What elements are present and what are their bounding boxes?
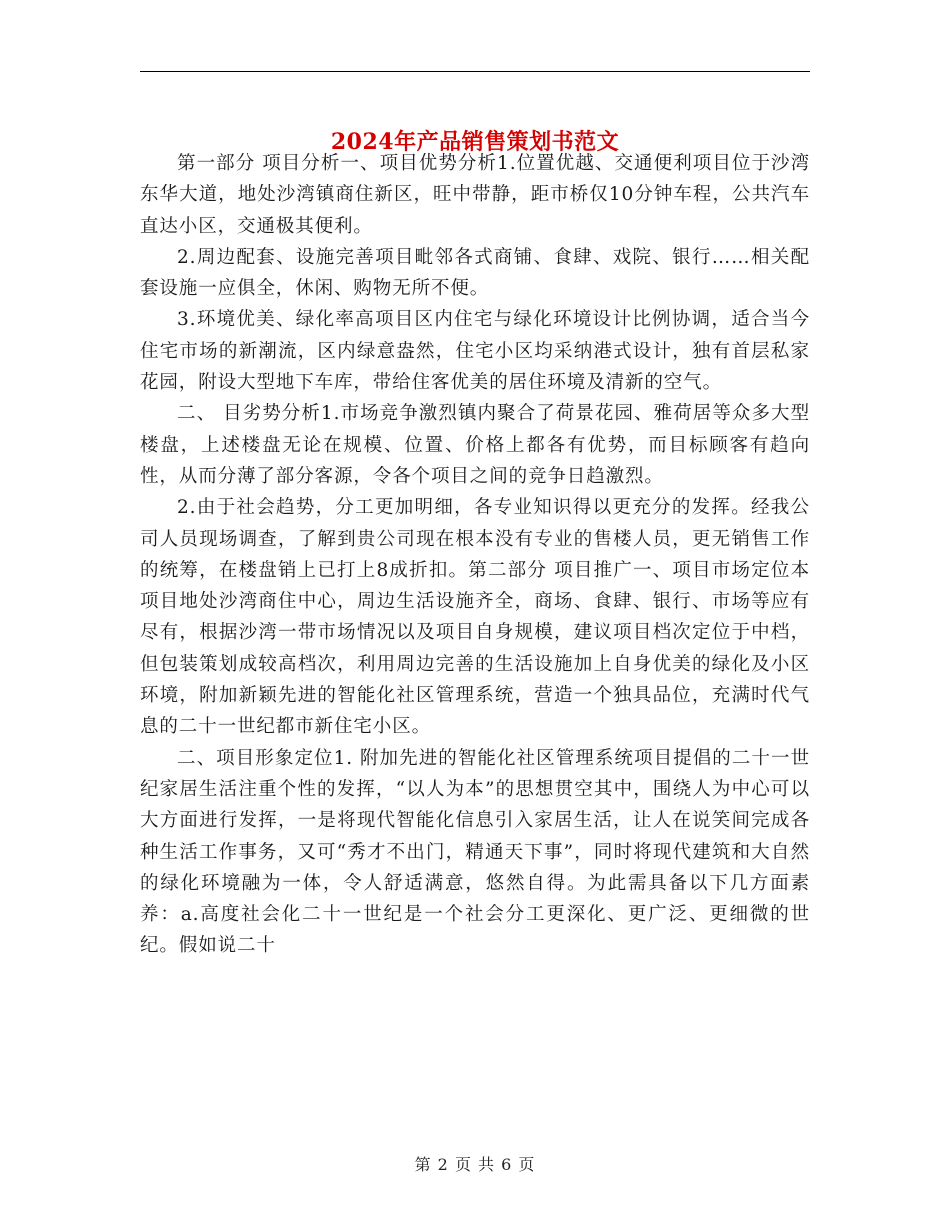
document-body	[140, 148, 810, 962]
body-paragraph-5: 2.由于社会趋势，分工更加明细，各专业知识得以更充分的发挥。经我公司人员现场调查，了解到贵公司现在根本没有专业的售楼人员，更无销售工作的统筹，在楼盘销上已打上8成折扣。第二部分 项目推广一、项目市场定位本项目地处沙湾商住中心，周边生活设施齐全，商场、食肆、银行、市场等应有尽有，根据沙湾一带市场情况以及项目自身规模，建议项目档次定位于中档，但包装策划成较高档次，利用周边完善的生活设施加上自身优美的绿化及小区环境，附加新颖先进的智能化社区管理系统，营造一个独具品位，充满时代气息的二十一世纪都市新住宅小区。	[140, 497, 810, 738]
body-paragraph-3: 3.环境优美、绿化率高项目区内住宅与绿化环境设计比例协调，适合当今住宅市场的新潮流，区内绿意盎然，住宅小区均采纳港式设计，独有首层私家花园，附设大型地下车库，带给住客优美的居住环境及清新的空气。	[140, 309, 810, 394]
body-paragraph-2: 2.周边配套、设施完善项目毗邻各式商铺、食肆、戏院、银行……相关配套设施一应俱全，休闲、购物无所不便。	[140, 246, 810, 300]
body-paragraph-1: 第一部分 项目分析一、项目优势分析1.位置优越、交通便利项目位于沙湾东华大道，地处沙湾镇商住新区，旺中带静，距市桥仅10分钟车程，公共汽车直达小区，交通极其便利。	[140, 153, 810, 237]
body-paragraph-6: 二、项目形象定位1. 附加先进的智能化社区管理系统项目提倡的二十一世纪家居生活注重个性的发挥，“以人为本”的思想贯空其中，围绕人为中心可以大方面进行发挥，一是将现代智能化信息引入家居生活，让人在说笑间完成各种生活工作事务，又可“秀才不出门，精通天下事”，同时将现代建筑和大自然的绿化环境融为一体，令人舒适满意，悠然自得。为此需具备以下几方面素养：a.高度社会化二十一世纪是一个社会分工更深化、更广泛、更细微的世纪。假如说二十	[140, 747, 810, 957]
document-title: 2024年产品销售策划书范文	[330, 128, 620, 155]
header-rule	[140, 71, 810, 72]
body-paragraph-4: 二、 目劣势分析1.市场竞争激烈镇内聚合了荷景花园、雅荷居等众多大型楼盘，上述楼盘无论在规模、位置、价格上都各有优势，而目标顾客有趋向性，从而分薄了部分客源，令各个项目之间的竞争日趋激烈。	[140, 403, 810, 487]
page-footer: 第 2 页 共 6 页	[414, 1155, 536, 1174]
